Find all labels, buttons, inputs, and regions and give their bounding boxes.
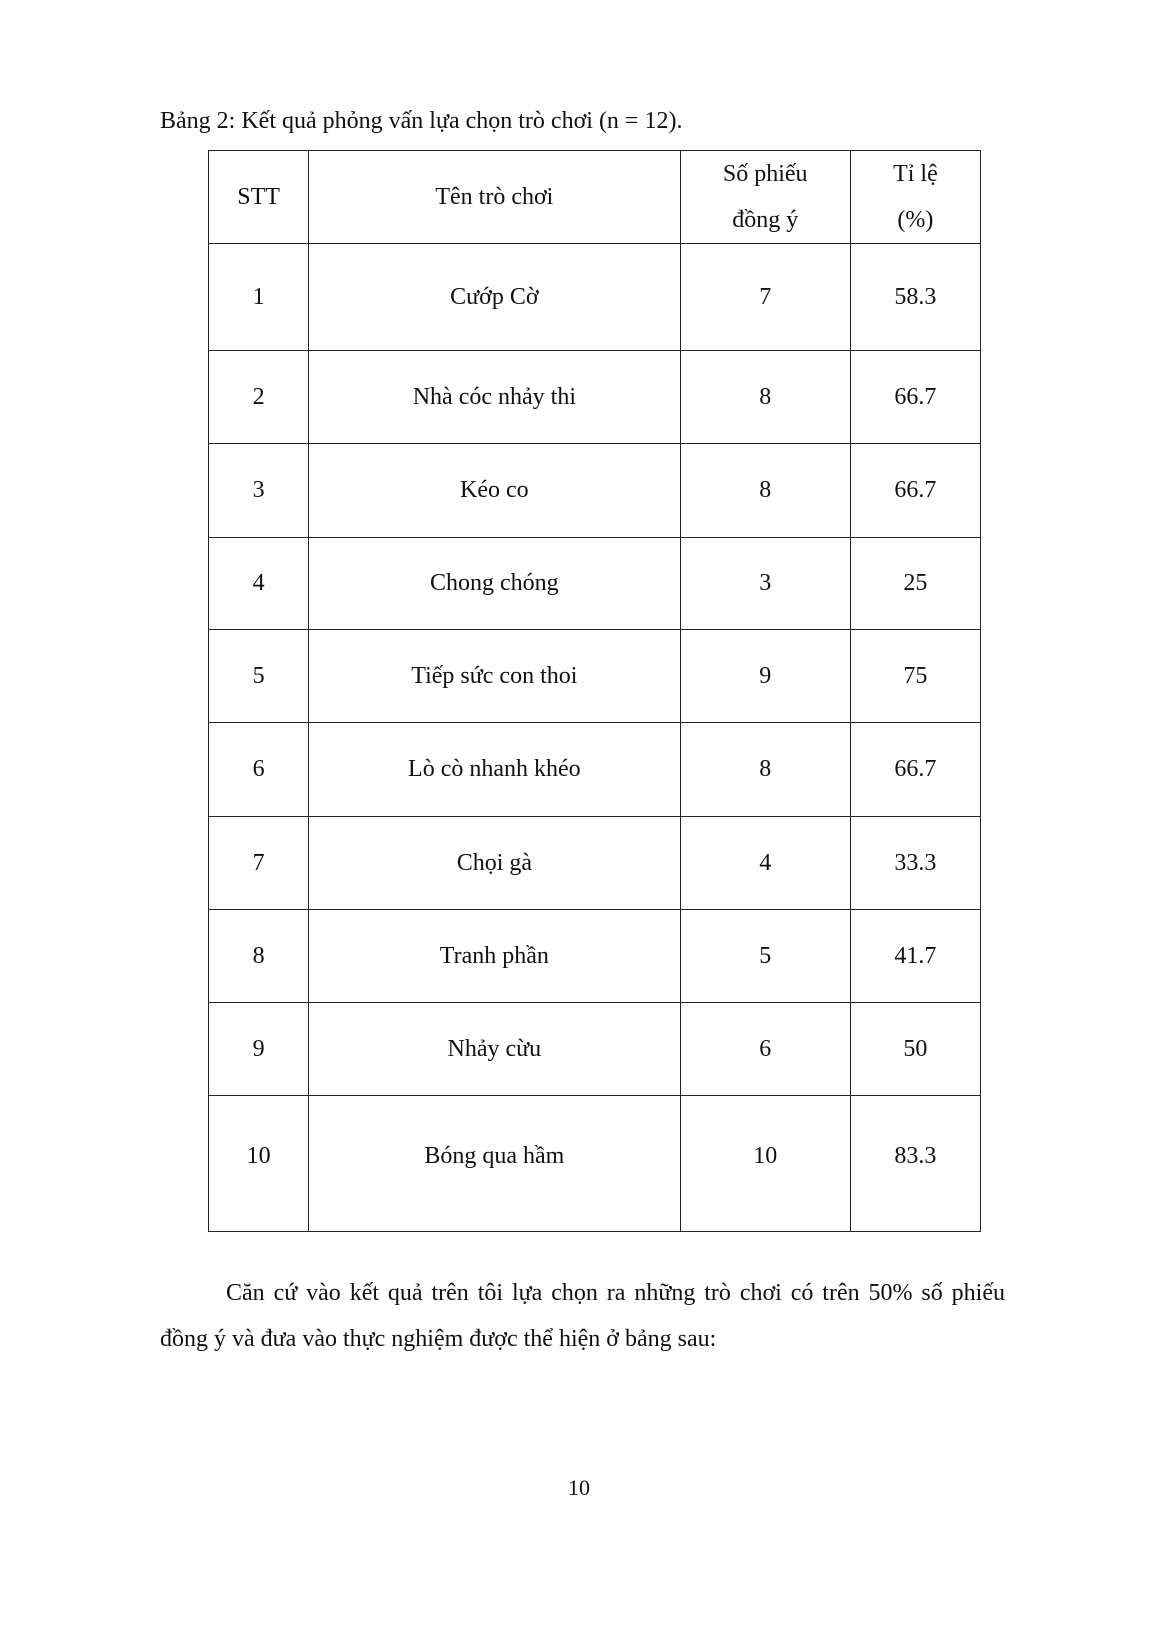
cell-votes: 8	[680, 444, 850, 538]
cell-game-name: Chọi gà	[309, 817, 680, 910]
cell-votes: 8	[680, 351, 850, 444]
header-stt: STT	[209, 151, 309, 244]
cell-percent: 75	[850, 630, 980, 723]
cell-votes: 7	[680, 244, 850, 351]
cell-stt: 5	[209, 630, 309, 723]
table-row	[209, 630, 981, 723]
cell-stt: 10	[209, 1096, 309, 1232]
cell-stt: 2	[209, 351, 309, 444]
body-paragraph	[160, 1270, 1005, 1362]
cell-stt: 1	[209, 244, 309, 351]
page-number: 10	[568, 1475, 590, 1500]
cell-votes: 5	[680, 910, 850, 1003]
table-row	[209, 910, 981, 1003]
header-percent-line1: Tỉ lệ	[893, 161, 938, 187]
cell-game-name: Kéo co	[309, 444, 680, 538]
cell-percent: 66.7	[850, 723, 980, 817]
header-votes	[680, 151, 850, 244]
header-game-name: Tên trò chơi	[309, 151, 680, 244]
cell-percent: 50	[850, 1003, 980, 1096]
cell-game-name: Tranh phần	[309, 910, 680, 1003]
cell-votes: 8	[680, 723, 850, 817]
cell-stt: 9	[209, 1003, 309, 1096]
table-row	[209, 351, 981, 444]
table-row	[209, 444, 981, 538]
cell-game-name: Tiếp sức con thoi	[309, 630, 680, 723]
table-row	[209, 1003, 981, 1096]
cell-game-name: Bóng qua hầm	[309, 1096, 680, 1232]
table-header-row	[209, 151, 981, 244]
cell-percent: 58.3	[850, 244, 980, 351]
cell-stt: 4	[209, 538, 309, 630]
cell-game-name: Cướp Cờ	[309, 244, 680, 351]
table-row	[209, 244, 981, 351]
table-row	[209, 538, 981, 630]
cell-percent: 66.7	[850, 444, 980, 538]
header-votes-line1: Số phiếu	[722, 161, 808, 187]
cell-percent: 25	[850, 538, 980, 630]
cell-percent: 33.3	[850, 817, 980, 910]
header-votes-line2: đồng ý	[732, 207, 799, 233]
cell-votes: 10	[680, 1096, 850, 1232]
cell-percent: 41.7	[850, 910, 980, 1003]
cell-game-name: Nhà cóc nhảy thi	[309, 351, 680, 444]
table-caption: Bảng 2: Kết quả phỏng vấn lựa chọn trò chơi (n = 12).	[160, 108, 683, 134]
cell-percent: 66.7	[850, 351, 980, 444]
game-selection-table	[208, 150, 981, 1232]
cell-game-name: Chong chóng	[309, 538, 680, 630]
cell-votes: 6	[680, 1003, 850, 1096]
cell-percent: 83.3	[850, 1096, 980, 1232]
header-percent-line2: (%)	[897, 207, 934, 233]
table-row	[209, 723, 981, 817]
header-percent	[850, 151, 980, 244]
cell-votes: 9	[680, 630, 850, 723]
cell-stt: 7	[209, 817, 309, 910]
table-row	[209, 817, 981, 910]
cell-votes: 3	[680, 538, 850, 630]
cell-stt: 6	[209, 723, 309, 817]
cell-stt: 3	[209, 444, 309, 538]
table-row	[209, 1096, 981, 1232]
cell-votes: 4	[680, 817, 850, 910]
cell-stt: 8	[209, 910, 309, 1003]
cell-game-name: Lò cò nhanh khéo	[309, 723, 680, 817]
paragraph-text: Căn cứ vào kết quả trên tôi lựa chọn ra những trò chơi có trên 50% số phiếu đồng ý và đưa vào thực nghiệm được thể hiện ở bảng sau:	[160, 1280, 1005, 1352]
cell-game-name: Nhảy cừu	[309, 1003, 680, 1096]
